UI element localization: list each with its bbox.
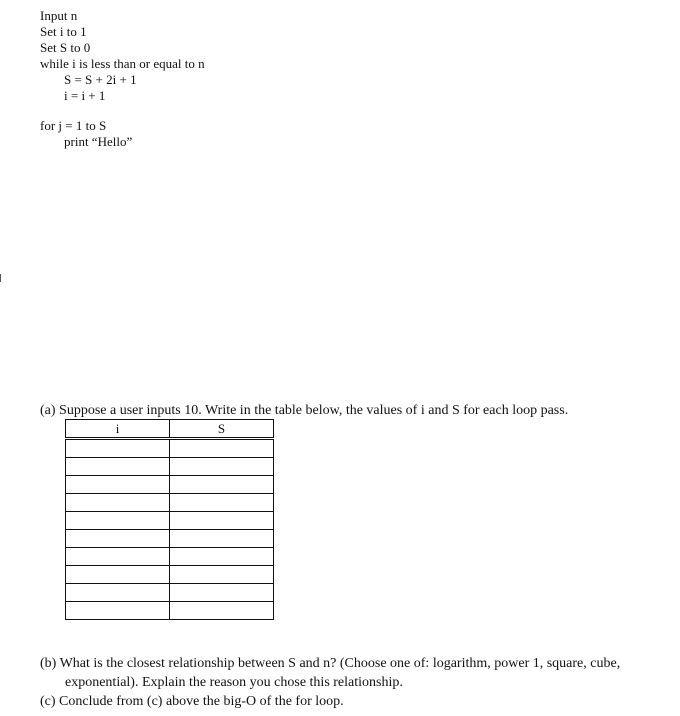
pseudocode-line: Set S to 0 [40, 40, 91, 55]
pseudocode-line: while i is less than or equal to n [40, 56, 205, 71]
table-row [66, 566, 274, 584]
table-row [66, 602, 274, 620]
pseudocode-line: Set i to 1 [40, 24, 87, 39]
table-row [66, 584, 274, 602]
table-cell[interactable] [66, 439, 170, 458]
table-row [66, 476, 274, 494]
table-row [66, 548, 274, 566]
table-row [66, 512, 274, 530]
pseudocode-line: print “Hello” [64, 134, 133, 149]
question-a: (a) Suppose a user inputs 10. Write in the table below, the values of i and S for each loop pass. [40, 403, 569, 418]
table-cell[interactable] [170, 458, 274, 476]
table-cell[interactable] [170, 476, 274, 494]
table-cell[interactable] [170, 512, 274, 530]
table-cell[interactable] [66, 494, 170, 512]
pseudocode-line: for j = 1 to S [40, 118, 107, 133]
table-cell[interactable] [66, 584, 170, 602]
table-cell[interactable] [66, 602, 170, 620]
values-table [65, 419, 274, 620]
pseudocode-block [40, 8, 205, 150]
table-cell[interactable] [170, 494, 274, 512]
table-row [66, 458, 274, 476]
table-cell[interactable] [66, 512, 170, 530]
table-cell[interactable] [170, 548, 274, 566]
table-header-i: i [66, 420, 170, 439]
table-cell[interactable] [170, 439, 274, 458]
table-cell[interactable] [66, 566, 170, 584]
table-cell[interactable] [66, 476, 170, 494]
table-cell[interactable] [66, 530, 170, 548]
question-b-text: (b) What is the closest relationship between S and n? (Choose one of: logarithm, power 1, square, cube, exponential). Explain the reason you chose this relationship. [40, 656, 621, 690]
table-row [66, 530, 274, 548]
table-row [66, 439, 274, 458]
pseudocode-line: i = i + 1 [64, 88, 106, 103]
question-b [40, 654, 670, 692]
table-cell[interactable] [170, 584, 274, 602]
table-header-s: S [170, 420, 274, 439]
table-row [66, 494, 274, 512]
pseudocode-line: S = S + 2i + 1 [64, 72, 137, 87]
margin-mark [0, 274, 1, 282]
pseudocode-line: Input n [40, 8, 78, 23]
question-c: (c) Conclude from (c) above the big-O of the for loop. [40, 694, 344, 709]
table-cell[interactable] [66, 458, 170, 476]
table-cell[interactable] [170, 602, 274, 620]
table-cell[interactable] [66, 548, 170, 566]
table-cell[interactable] [170, 530, 274, 548]
table-cell[interactable] [170, 566, 274, 584]
